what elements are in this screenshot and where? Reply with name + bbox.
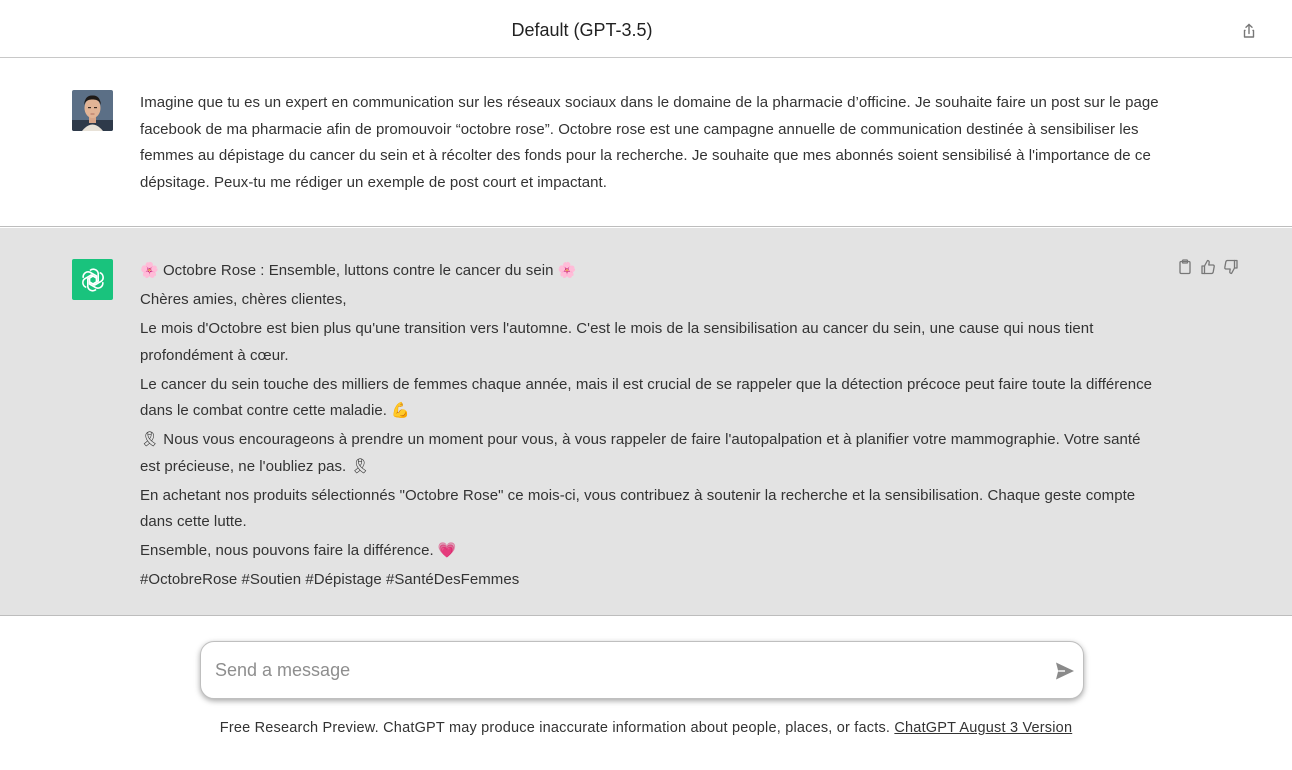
user-message: [0, 59, 1292, 227]
assistant-paragraph: Le mois d'Octobre est bien plus qu'une transition vers l'automne. C'est le mois de la sensibilisation au cancer du sein, une cause qui nous tient profondément à cœur.: [140, 320, 1094, 364]
share-icon[interactable]: [1240, 22, 1258, 40]
assistant-paragraph: En achetant nos produits sélectionnés "Octobre Rose" ce mois-ci, vous contribuez à soutenir la recherche et la sensibilisation. Chaque geste compte dans cette lutte.: [140, 486, 1136, 530]
top-bar: [0, 0, 1292, 58]
thumbs-down-icon[interactable]: [1222, 258, 1240, 276]
assistant-message-text: [140, 258, 1160, 596]
user-message-text: Imagine que tu es un expert en communication sur les réseaux sociaux dans le domaine de la pharmacie d’officine. Je souhaite faire un post sur le page facebook de ma pharmacie afin de promouvoir “octobre rose”. Octobre rose est une campagne annuelle de communication destinée à sensibiliser les femmes au dépistage du cancer du sein et à récolter des fonds pour la recherche. Je souhaite que mes abonnés soient sensibilisé à l'importance de ce dépsitage. Peux-tu me rédiger un exemple de post court et impactant.: [140, 94, 1159, 191]
assistant-paragraph: #OctobreRose #Soutien #Dépistage #SantéDesFemmes: [140, 571, 520, 588]
version-link[interactable]: ChatGPT August 3 Version: [894, 720, 1073, 736]
assistant-paragraph: 🎗 Nous vous encourageons à prendre un moment pour vous, à vous rappeler de faire l'autopalpation et à planifier votre mammographie. Votre santé est précieuse, ne l'oubliez pas. 🎗: [140, 431, 1141, 475]
footer-disclaimer: Free Research Preview. ChatGPT may produce inaccurate information about people, places, or facts.: [219, 720, 891, 736]
model-title[interactable]: Default (GPT-3.5): [511, 20, 653, 40]
message-composer: [200, 641, 1084, 699]
assistant-paragraph: Ensemble, nous pouvons faire la différence. 💗: [140, 542, 457, 559]
message-actions: [1176, 258, 1240, 276]
footer: [0, 720, 1292, 736]
assistant-message: [0, 228, 1292, 616]
thumbs-up-icon[interactable]: [1199, 258, 1217, 276]
assistant-paragraph: 🌸 Octobre Rose : Ensemble, luttons contre le cancer du sein 🌸: [140, 262, 577, 279]
openai-logo-icon: [72, 259, 113, 300]
send-icon[interactable]: [1053, 659, 1077, 683]
user-avatar: [72, 90, 113, 131]
clipboard-icon[interactable]: [1176, 258, 1194, 276]
message-input[interactable]: [215, 656, 1035, 684]
assistant-paragraph: Le cancer du sein touche des milliers de femmes chaque année, mais il est crucial de se rappeler que la détection précoce peut faire toute la différence dans le combat contre cette maladie. 💪: [140, 375, 1153, 419]
assistant-paragraph: Chères amies, chères clientes,: [140, 291, 347, 308]
